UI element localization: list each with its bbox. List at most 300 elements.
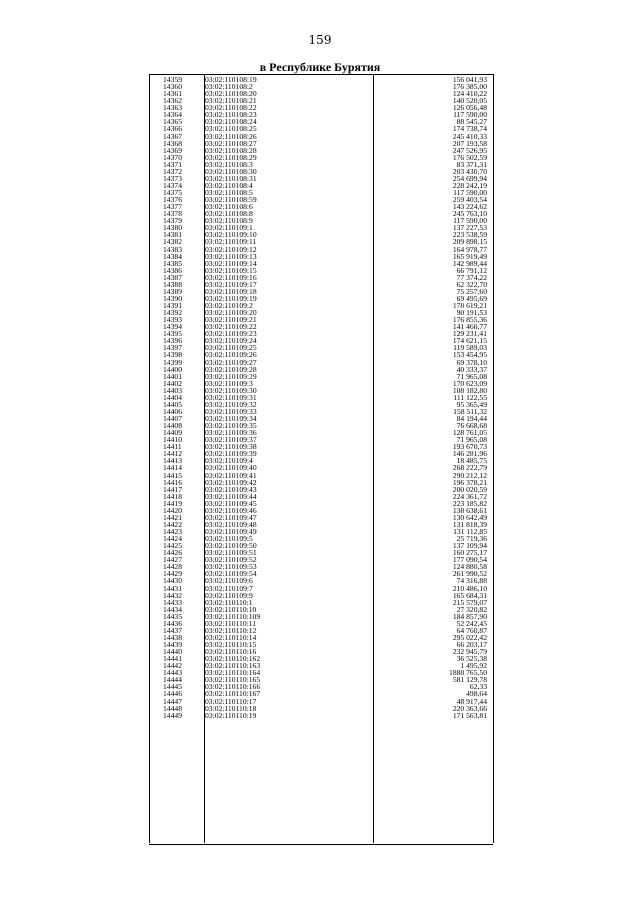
cadastral-number: 03:02:110109:24 — [205, 336, 257, 346]
cadastral-number: 03:02:110108:25 — [205, 124, 257, 134]
row-number: 14374 — [163, 180, 182, 190]
table-row — [149, 570, 493, 577]
row-number: 14412 — [163, 449, 182, 459]
cadastral-value: 176 502,59 — [452, 152, 487, 162]
table-row — [149, 323, 493, 330]
cadastral-number: 03:02:110108:9 — [205, 216, 253, 226]
cadastral-number: 03:02:110110:12 — [205, 625, 257, 635]
cadastral-number: 03:02:110109:5 — [205, 534, 253, 544]
table-row — [149, 549, 493, 556]
cadastral-number: 03:02:110109:12 — [205, 244, 257, 254]
cadastral-value: 141 460,77 — [452, 322, 487, 332]
cadastral-number: 03:02:110109:38 — [205, 442, 257, 452]
row-number: 14398 — [163, 350, 182, 360]
cadastral-value: 209 898,15 — [452, 237, 487, 247]
row-number: 14415 — [163, 470, 182, 480]
cadastral-value: 290 212,12 — [452, 470, 487, 480]
row-number: 14448 — [163, 703, 182, 713]
cadastral-value: 84 194,44 — [456, 414, 487, 423]
table-row — [149, 415, 493, 422]
table-row — [149, 281, 493, 288]
cadastral-number: 03:02:110109:36 — [205, 428, 257, 438]
cadastral-number: 03:02:110110:10 — [205, 604, 257, 614]
table-row — [149, 648, 493, 655]
cadastral-number: 03:02:110109:41 — [205, 470, 257, 480]
cadastral-value: 126 056,48 — [452, 103, 487, 113]
cadastral-value: 207 193,58 — [452, 138, 487, 148]
row-number: 14427 — [163, 555, 182, 565]
table-row — [149, 387, 493, 394]
table-row — [149, 253, 493, 260]
row-number: 14417 — [163, 484, 182, 494]
table-row — [149, 634, 493, 641]
cadastral-value: 62 322,70 — [456, 279, 487, 289]
table-row — [149, 422, 493, 429]
cadastral-number: 03:02:110109:9 — [205, 590, 253, 600]
table-row — [149, 76, 493, 83]
table-row — [149, 337, 493, 344]
row-number: 14382 — [163, 237, 182, 247]
cadastral-value: 196 378,21 — [452, 477, 487, 487]
cadastral-number: 03:02:110109:48 — [205, 519, 257, 529]
cadastral-value: 69 495,69 — [456, 293, 487, 303]
cadastral-number: 03:02:110110:15 — [205, 640, 257, 649]
cadastral-value: 203 430,70 — [452, 166, 487, 176]
table-row — [149, 83, 493, 90]
cadastral-number: 03:02:110108:19 — [205, 75, 257, 84]
table-row — [149, 111, 493, 118]
cadastral-value: 117 590,00 — [453, 216, 487, 226]
table-row — [149, 676, 493, 683]
cadastral-value: 156 041,93 — [452, 75, 487, 84]
table-row — [149, 373, 493, 380]
row-number: 14407 — [163, 414, 182, 423]
cadastral-value: 220 363,66 — [452, 703, 487, 713]
row-number: 14439 — [163, 640, 182, 649]
cadastral-number: 03:02:110109:4 — [205, 456, 253, 466]
row-number: 14371 — [163, 159, 182, 169]
row-number: 14434 — [163, 604, 182, 614]
cadastral-value: 77 374,22 — [456, 272, 487, 282]
cadastral-number: 03:02:110109:17 — [205, 279, 257, 289]
cadastral-number: 03:02:110109:19 — [205, 293, 257, 303]
cadastral-value: 27 320,82 — [456, 604, 487, 614]
cadastral-number: 03:02:110109:53 — [205, 562, 257, 572]
cadastral-number: 03:02:110109:44 — [205, 491, 257, 501]
cadastral-number: 03:02:110108:3 — [205, 159, 253, 169]
row-number: 14444 — [163, 675, 182, 685]
table-row — [149, 133, 493, 140]
table-row — [149, 479, 493, 486]
row-number: 14408 — [163, 421, 182, 431]
row-number: 14436 — [163, 618, 182, 628]
cadastral-number: 03:02:110109:15 — [205, 265, 257, 275]
table-row — [149, 344, 493, 351]
row-number: 14394 — [163, 322, 182, 332]
cadastral-number: 03:02:110108:28 — [205, 145, 257, 155]
cadastral-number: 03:02:110110:109 — [205, 611, 261, 621]
table-row — [149, 97, 493, 104]
cadastral-number: 03:02:110109:37 — [205, 435, 257, 445]
cadastral-number: 03:02:110108:24 — [205, 117, 257, 127]
table-row — [149, 316, 493, 323]
cadastral-value: 174 621,15 — [452, 336, 487, 346]
cadastral-value: 129 231,41 — [452, 329, 487, 339]
table-row — [149, 443, 493, 450]
row-number: 14397 — [163, 343, 182, 353]
cadastral-value: 69 378,10 — [456, 357, 487, 367]
row-number: 14395 — [163, 329, 182, 339]
row-number: 14416 — [163, 477, 182, 487]
cadastral-number: 03:02:110108:59 — [205, 195, 257, 205]
table-row — [149, 260, 493, 267]
cadastral-number: 03:02:110109:29 — [205, 371, 257, 381]
cadastral-value: 176 385,00 — [452, 82, 487, 92]
table-row — [149, 168, 493, 175]
table-row — [149, 288, 493, 295]
table-row — [149, 627, 493, 634]
row-number: 14428 — [163, 562, 182, 572]
row-number: 14372 — [163, 166, 182, 176]
row-number: 14441 — [163, 654, 182, 664]
table-row — [149, 175, 493, 182]
cadastral-number: 03:02:110108:22 — [205, 103, 257, 113]
cadastral-value: 137 227,53 — [452, 223, 487, 233]
cadastral-value: 1 495,92 — [460, 661, 487, 671]
cadastral-value: 143 224,62 — [452, 202, 487, 212]
cadastral-value: 18 485,75 — [456, 456, 487, 466]
cadastral-value: 108 182,80 — [452, 385, 487, 395]
cadastral-value: 142 989,44 — [452, 258, 487, 268]
table-row — [149, 147, 493, 154]
row-number: 14388 — [163, 279, 182, 289]
cadastral-value: 171 563,81 — [452, 710, 487, 720]
cadastral-number: 03:02:110108:2 — [205, 82, 253, 92]
table-row — [149, 472, 493, 479]
row-number: 14370 — [163, 152, 182, 162]
row-number: 14411 — [163, 442, 182, 452]
table-row — [149, 606, 493, 613]
row-number: 14423 — [163, 527, 182, 536]
table-row — [149, 140, 493, 147]
cadastral-number: 03:02:110108:8 — [205, 209, 253, 219]
cadastral-value: 254 699,94 — [452, 173, 487, 183]
table-row — [149, 217, 493, 224]
row-number: 14446 — [163, 689, 182, 699]
cadastral-value: 140 520,05 — [452, 96, 487, 106]
row-number: 14381 — [163, 230, 182, 240]
table-row — [149, 464, 493, 471]
cadastral-value: 74 316,88 — [456, 576, 487, 586]
table-row — [149, 436, 493, 443]
cadastral-value: 210 486,10 — [452, 583, 487, 593]
cadastral-number: 03:02:110108:26 — [205, 131, 257, 141]
cadastral-value: 215 579,07 — [452, 597, 487, 607]
row-number: 14409 — [163, 428, 182, 438]
cadastral-value: 62,33 — [469, 682, 487, 692]
row-number: 14420 — [163, 505, 182, 515]
table-row — [149, 521, 493, 528]
cadastral-number: 03:02:110109:49 — [205, 527, 257, 536]
cadastral-number: 03:02:110109:35 — [205, 421, 257, 431]
cadastral-number: 03:02:110109:28 — [205, 364, 257, 374]
cadastral-number: 03:02:110109:39 — [205, 449, 257, 459]
cadastral-value: 228 242,19 — [452, 180, 487, 190]
cadastral-number: 03:02:110109:45 — [205, 498, 257, 508]
cadastral-value: 138 638,61 — [452, 505, 487, 515]
cadastral-value: 223 538,59 — [452, 230, 487, 240]
table-row — [149, 592, 493, 599]
row-number: 14429 — [163, 569, 182, 579]
cadastral-value: 158 511,32 — [453, 406, 487, 416]
table-row — [149, 620, 493, 627]
cadastral-value: 95 365,49 — [456, 399, 487, 409]
table-row — [149, 238, 493, 245]
table-row — [149, 366, 493, 373]
cadastral-value: 176 855,36 — [452, 315, 487, 325]
row-number: 14378 — [163, 209, 182, 219]
cadastral-value: 124 410,22 — [452, 89, 487, 99]
cadastral-value: 200 020,59 — [452, 484, 487, 494]
cadastral-number: 03:02:110109:46 — [205, 505, 257, 515]
row-number: 14366 — [163, 124, 182, 134]
row-number: 14393 — [163, 315, 182, 325]
cadastral-value: 130 642,49 — [452, 512, 487, 522]
row-number: 14438 — [163, 632, 182, 642]
cadastral-value: 52 242,45 — [456, 618, 487, 628]
row-number: 14426 — [163, 548, 182, 558]
cadastral-value: 48 917,44 — [456, 696, 487, 706]
row-number: 14442 — [163, 661, 182, 671]
cadastral-number: 03:02:110109:42 — [205, 477, 257, 487]
table-row — [149, 224, 493, 231]
section-heading: в Республике Бурятия — [259, 60, 381, 74]
row-number: 14424 — [163, 534, 182, 544]
table-row — [149, 380, 493, 387]
cadastral-value: 177 090,54 — [452, 555, 487, 565]
cadastral-value: 1888 765,50 — [449, 668, 487, 678]
cadastral-number: 03:02:110109:21 — [205, 315, 257, 325]
cadastral-number: 03:02:110110:162 — [205, 654, 261, 664]
table-row — [149, 429, 493, 436]
row-number: 14406 — [163, 406, 182, 416]
cadastral-value: 119 589,03 — [453, 343, 487, 353]
cadastral-number: 03:02:110110:18 — [205, 703, 257, 713]
row-number: 14435 — [163, 611, 182, 621]
cadastral-value: 160 275,17 — [452, 548, 487, 558]
table-row — [149, 231, 493, 238]
cadastral-value: 232 945,79 — [452, 647, 487, 657]
row-number: 14392 — [163, 308, 182, 318]
cadastral-value: 117 590,00 — [453, 110, 487, 120]
cadastral-number: 03:02:110109:43 — [205, 484, 257, 494]
table-row — [149, 189, 493, 196]
cadastral-value: 174 738,74 — [452, 124, 487, 134]
table-row — [149, 246, 493, 253]
cadastral-number: 03:02:110109:47 — [205, 512, 257, 522]
table-row — [149, 118, 493, 125]
cadastral-number: 03:02:110109:13 — [205, 251, 257, 261]
page-number: 159 — [308, 33, 332, 47]
table-row — [149, 359, 493, 366]
row-number: 14369 — [163, 145, 182, 155]
cadastral-number: 03:02:110109:7 — [205, 583, 253, 593]
cadastral-number: 03:02:110109:31 — [205, 392, 257, 402]
table-row — [149, 351, 493, 358]
table-row — [149, 712, 493, 719]
cadastral-number: 03:02:110108:30 — [205, 166, 257, 176]
cadastral-number: 03:02:110109:14 — [205, 258, 257, 268]
table-row — [149, 563, 493, 570]
table-row — [149, 613, 493, 620]
cadastral-number: 03:02:110109:30 — [205, 385, 257, 395]
cadastral-number: 03:02:110109:51 — [205, 548, 257, 558]
cadastral-value: 146 281,96 — [452, 449, 487, 459]
cadastral-number: 03:02:110109:22 — [205, 322, 257, 332]
row-number: 14384 — [163, 251, 182, 261]
row-number: 14391 — [163, 301, 182, 310]
row-number: 14419 — [163, 498, 182, 508]
table-row — [149, 196, 493, 203]
row-number: 14433 — [163, 597, 182, 607]
table-row — [149, 599, 493, 606]
cadastral-value: 498,64 — [466, 689, 487, 699]
table-row — [149, 309, 493, 316]
table-row — [149, 210, 493, 217]
cadastral-number: 03:02:110110:166 — [205, 682, 261, 692]
cadastral-number: 03:02:110108:6 — [205, 202, 253, 212]
row-number: 14445 — [163, 682, 182, 692]
cadastral-number: 03:02:110108:4 — [205, 180, 253, 190]
cadastral-number: 03:02:110110:163 — [205, 661, 261, 671]
row-number: 14431 — [163, 583, 182, 593]
cadastral-value: 223 185,82 — [452, 498, 487, 508]
cadastral-value: 71 965,08 — [456, 371, 487, 381]
table-row — [149, 493, 493, 500]
cadastral-number: 03:02:110109:25 — [205, 343, 257, 353]
cadastral-value: 111 122,55 — [453, 392, 487, 402]
row-number: 14437 — [163, 625, 182, 635]
cadastral-value: 71 965,08 — [456, 435, 487, 445]
cadastral-number: 03:02:110110:16 — [205, 647, 257, 657]
table-row — [149, 500, 493, 507]
row-number: 14360 — [163, 82, 182, 92]
table-row — [149, 457, 493, 464]
table-row — [149, 154, 493, 161]
table-row — [149, 585, 493, 592]
cadastral-value: 178 619,21 — [452, 301, 487, 310]
table-row — [149, 535, 493, 542]
table-row — [149, 683, 493, 690]
cadastral-value: 66 203,17 — [456, 640, 487, 649]
table-row — [149, 486, 493, 493]
row-number: 14402 — [163, 378, 182, 388]
cadastral-value: 137 109,94 — [452, 541, 487, 551]
table-row — [149, 161, 493, 168]
cadastral-value: 165 919,49 — [452, 251, 487, 261]
table-row — [149, 528, 493, 535]
table-row — [149, 90, 493, 97]
row-number: 14387 — [163, 272, 182, 282]
cadastral-number: 03:02:110108:20 — [205, 89, 257, 99]
row-number: 14404 — [163, 392, 182, 402]
row-number: 14403 — [163, 385, 182, 395]
row-number: 14362 — [163, 96, 182, 106]
row-number: 14390 — [163, 293, 182, 303]
cadastral-number: 03:02:110109:50 — [205, 541, 257, 551]
cadastral-number: 03:02:110109:23 — [205, 329, 257, 339]
table-row — [149, 274, 493, 281]
row-number: 14399 — [163, 357, 182, 367]
cadastral-number: 03:02:110109:3 — [205, 378, 253, 388]
cadastral-number: 03:02:110109:33 — [205, 406, 257, 416]
cadastral-number: 03:02:110109:18 — [205, 286, 257, 296]
row-number: 14380 — [163, 223, 182, 233]
row-number: 14386 — [163, 265, 182, 275]
cadastral-number: 03:02:110110:165 — [205, 675, 261, 685]
row-number: 14365 — [163, 117, 182, 127]
row-number: 14410 — [163, 435, 182, 445]
table-row — [149, 690, 493, 697]
cadastral-number: 03:02:110109:20 — [205, 308, 257, 318]
cadastral-number: 03:02:110109:10 — [205, 230, 257, 240]
cadastral-value: 164 978,77 — [452, 244, 487, 254]
cadastral-number: 03:02:110109:6 — [205, 576, 253, 586]
cadastral-value: 295 022,42 — [452, 632, 487, 642]
cadastral-number: 03:02:110110:17 — [205, 696, 257, 706]
table-row — [149, 655, 493, 662]
row-number: 14425 — [163, 541, 182, 551]
cadastral-number: 03:02:110109:34 — [205, 414, 257, 423]
table-rows — [149, 76, 493, 719]
table-row — [149, 669, 493, 676]
cadastral-value: 124 880,58 — [452, 562, 487, 572]
row-number: 14418 — [163, 491, 182, 501]
row-number: 14361 — [163, 89, 182, 99]
row-number: 14376 — [163, 195, 182, 205]
cadastral-value: 245 763,10 — [452, 209, 487, 219]
cadastral-value: 259 403,54 — [452, 195, 487, 205]
cadastral-value: 165 684,31 — [452, 590, 487, 600]
row-number: 14377 — [163, 202, 182, 212]
table-row — [149, 267, 493, 274]
table-row — [149, 507, 493, 514]
cadastral-value: 25 719,36 — [456, 534, 487, 544]
table-row — [149, 125, 493, 132]
cadastral-value: 245 410,33 — [452, 131, 487, 141]
row-number: 14396 — [163, 336, 182, 346]
cadastral-number: 03:02:110109:52 — [205, 555, 257, 565]
table-row — [149, 401, 493, 408]
cadastral-number: 03:02:110110:164 — [205, 668, 261, 678]
cadastral-number: 03:02:110108:29 — [205, 152, 257, 162]
cadastral-value: 247 526,95 — [452, 145, 487, 155]
cadastral-value: 75 257,60 — [456, 286, 487, 296]
table-row — [149, 203, 493, 210]
cadastral-number: 03:02:110108:23 — [205, 110, 257, 120]
row-number: 14430 — [163, 576, 182, 586]
cadastral-number: 03:02:110109:16 — [205, 272, 257, 282]
row-number: 14379 — [163, 216, 182, 226]
row-number: 14405 — [163, 399, 182, 409]
row-number: 14375 — [163, 188, 182, 197]
table-row — [149, 408, 493, 415]
cadastral-value: 170 623,09 — [452, 378, 487, 388]
cadastral-number: 03:02:110109:27 — [205, 357, 257, 367]
cadastral-value: 131 112,85 — [453, 527, 487, 536]
cadastral-value: 40 333,37 — [456, 364, 487, 374]
cadastral-number: 03:02:110109:32 — [205, 399, 257, 409]
